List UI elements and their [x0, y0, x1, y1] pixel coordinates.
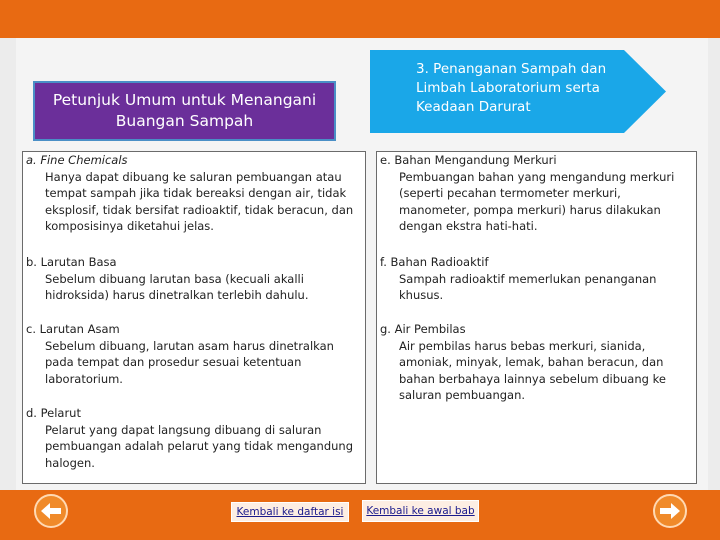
arrow-right-icon [660, 503, 680, 519]
right-content-panel [376, 151, 697, 484]
item-body: Sebelum dibuang larutan basa (kecuali akalli hidroksida) harus dinetralkan terlebih dahulu. [45, 271, 309, 302]
list-item [26, 254, 361, 304]
item-heading: a. Fine Chemicals [26, 153, 128, 167]
item-body: Sampah radioaktif memerlukan penanganan khusus. [399, 271, 657, 302]
slide-title: Petunjuk Umum untuk Menangani Buangan Sampah [52, 91, 317, 130]
list-item [380, 254, 692, 304]
top-bar [0, 0, 720, 38]
back-to-contents-link[interactable]: Kembali ke daftar isi [231, 502, 349, 522]
section-heading: 3. Penanganan Sampah dan Limbah Laboratorium serta Keadaan Darurat [416, 61, 607, 115]
item-body: Pelarut yang dapat langsung dibuang di saluran pembuangan adalah pelarut yang tidak mengandung halogen. [45, 422, 354, 470]
item-heading: b. Larutan Basa [26, 255, 117, 269]
section-heading-arrow [370, 50, 666, 133]
list-item [380, 152, 692, 235]
item-body: Sebelum dibuang, larutan asam harus dinetralkan pada tempat dan prosedur sesuai ketentuan laboratorium. [45, 338, 334, 386]
item-heading: c. Larutan Asam [26, 322, 120, 336]
item-heading: g. Air Pembilas [380, 322, 466, 336]
list-item [26, 405, 361, 471]
item-heading: d. Pelarut [26, 406, 81, 420]
left-strip [0, 38, 16, 490]
list-item [380, 321, 692, 404]
slide-title-box [33, 81, 336, 141]
item-body: Pembuangan bahan yang mengandung merkuri (seperti pecahan termometer merkuri, manometer, pompa merkuri) harus dilakukan dengan ekstra hati-hati. [399, 169, 675, 233]
bottom-bar [0, 490, 720, 540]
list-item [26, 321, 361, 387]
right-strip [708, 38, 720, 490]
arrow-left-icon [41, 503, 61, 519]
left-content-panel [22, 151, 366, 484]
back-to-chapter-start-link[interactable]: Kembali ke awal bab [362, 500, 479, 522]
item-body: Air pembilas harus bebas merkuri, sianida, amoniak, minyak, lemak, bahan beracun, dan bahan berbahaya lainnya sebelum dibuang ke saluran pembuangan. [399, 338, 666, 402]
prev-slide-button[interactable] [34, 494, 68, 528]
item-heading: e. Bahan Mengandung Merkuri [380, 153, 557, 167]
list-item [26, 152, 361, 235]
item-heading: f. Bahan Radioaktif [380, 255, 489, 269]
item-body: Hanya dapat dibuang ke saluran pembuangan atau tempat sampah jika tidak bereaksi dengan air, tidak eksplosif, tidak bersifat radioaktif, tidak beracun, dan komposisinya diketahui jelas. [45, 169, 354, 233]
next-slide-button[interactable] [653, 494, 687, 528]
